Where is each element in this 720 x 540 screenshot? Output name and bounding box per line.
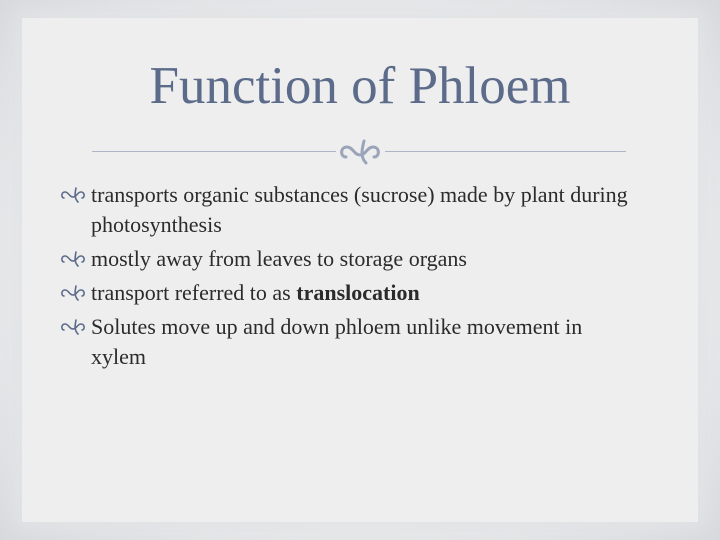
page-title: Function of Phloem [149,57,571,115]
curl-bullet-icon [60,315,88,339]
bullet-item [60,312,640,372]
bullet-text: mostly away from leaves to storage organs [91,246,467,271]
curl-ornament-icon [336,135,384,169]
curl-bullet-icon [60,281,88,305]
bullet-bold-term: translocation [296,280,420,305]
title-divider-right [385,151,626,152]
bullet-text: transport referred to as [91,280,297,305]
bullet-text: Solutes move up and down phloem unlike movement in xylem [91,314,583,369]
bullet-item [60,244,640,274]
curl-bullet-icon [60,183,88,207]
curl-bullet-icon [60,247,88,271]
bullet-list [60,180,640,376]
title-divider-left [92,151,336,152]
bullet-text: transports organic substances (sucrose) made by plant during photosynthesis [91,182,628,237]
bullet-item [60,278,640,308]
bullet-item [60,180,640,240]
